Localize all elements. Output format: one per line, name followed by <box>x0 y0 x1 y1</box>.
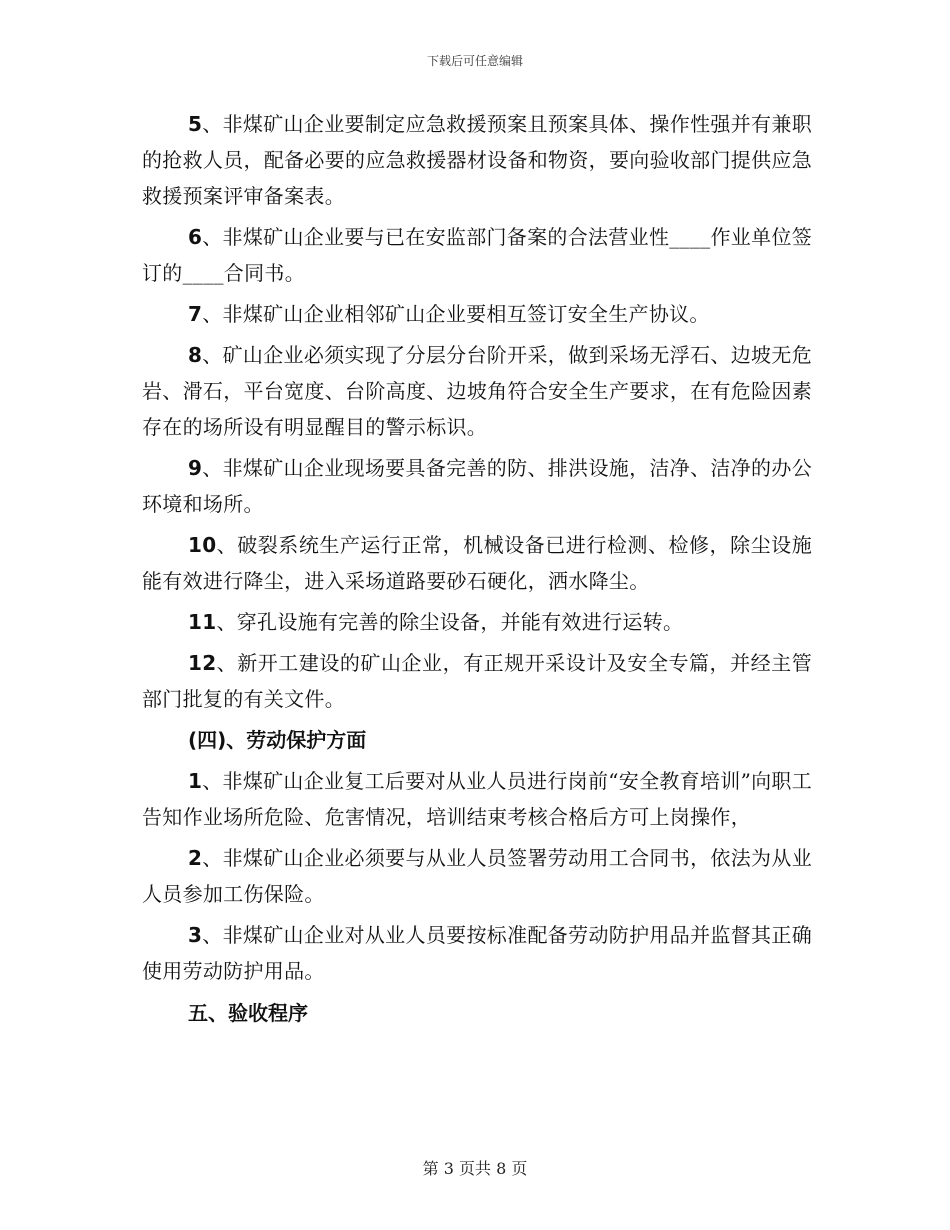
page-footer: 第 3 页共 8 页 <box>422 1159 528 1178</box>
list-item <box>142 337 812 445</box>
item-text: 、新开工建设的矿山企业，有正规开采设计及安全专篇，并经主管部门批复的有关文件。 <box>142 651 812 711</box>
item-text: 、非煤矿山企业要与已在安监部门备案的合法营业性____作业单位签订的____合同书。 <box>142 225 812 285</box>
item-text: 、非煤矿山企业对从业人员要按标准配备劳动防护用品并监督其正确使用劳动防护用品。 <box>142 923 812 983</box>
item-text: 、破裂系统生产运行正常，机械设备已进行检测、检修，除尘设施能有效进行降尘，进入采场道路要砂石硬化，洒水降尘。 <box>142 533 812 593</box>
list-item <box>142 527 812 599</box>
item-text: 、穿孔设施有完善的除尘设备，并能有效进行运转。 <box>216 610 684 634</box>
section-heading-acceptance-procedure: 五、验收程序 <box>188 1001 308 1025</box>
item-number: 7 <box>188 302 203 326</box>
item-text: 、非煤矿山企业复工后要对从业人员进行岗前“安全教育培训”向职工告知作业场所危险、危害情况，培训结束考核合格后方可上岗操作， <box>142 769 812 829</box>
item-number: 9 <box>188 456 203 480</box>
item-number: 8 <box>188 343 203 367</box>
item-text: 、非煤矿山企业必须要与从业人员签署劳动用工合同书，依法为从业人员参加工伤保险。 <box>142 846 812 906</box>
document-body <box>142 106 812 1036</box>
list-item <box>142 219 812 291</box>
list-item <box>142 645 812 717</box>
list-item <box>142 840 812 912</box>
item-text: 、非煤矿山企业相邻矿山企业要相互签订安全生产协议。 <box>202 302 710 326</box>
list-item <box>142 917 812 989</box>
item-number: 12 <box>188 651 217 675</box>
item-number: 11 <box>188 610 217 634</box>
list-item <box>142 106 812 214</box>
item-text: 、非煤矿山企业现场要具备完善的防、排洪设施，洁净、洁净的办公环境和场所。 <box>142 456 812 516</box>
list-item <box>142 450 812 522</box>
item-number: 10 <box>188 533 217 557</box>
item-number: 1 <box>188 769 203 793</box>
list-item <box>142 296 812 332</box>
item-number: 5 <box>188 112 203 136</box>
item-text: 、矿山企业必须实现了分层分台阶开采，做到采场无浮石、边坡无危岩、滑石，平台宽度、台阶高度、边坡角符合安全生产要求，在有危险因素存在的场所设有明显醒目的警示标识。 <box>142 343 812 439</box>
item-number: 6 <box>188 225 203 249</box>
item-text: 、非煤矿山企业要制定应急救援预案且预案具体、操作性强并有兼职的抢救人员，配备必要的应急救援器材设备和物资，要向验收部门提供应急救援预案评审备案表。 <box>142 112 812 208</box>
page-header: 下载后可任意编辑 <box>426 54 523 68</box>
item-number: 3 <box>188 923 203 947</box>
section-heading-labor-protection: (四)、劳动保护方面 <box>188 728 367 752</box>
list-item <box>142 763 812 835</box>
list-item <box>142 604 812 640</box>
item-number: 2 <box>188 846 203 870</box>
